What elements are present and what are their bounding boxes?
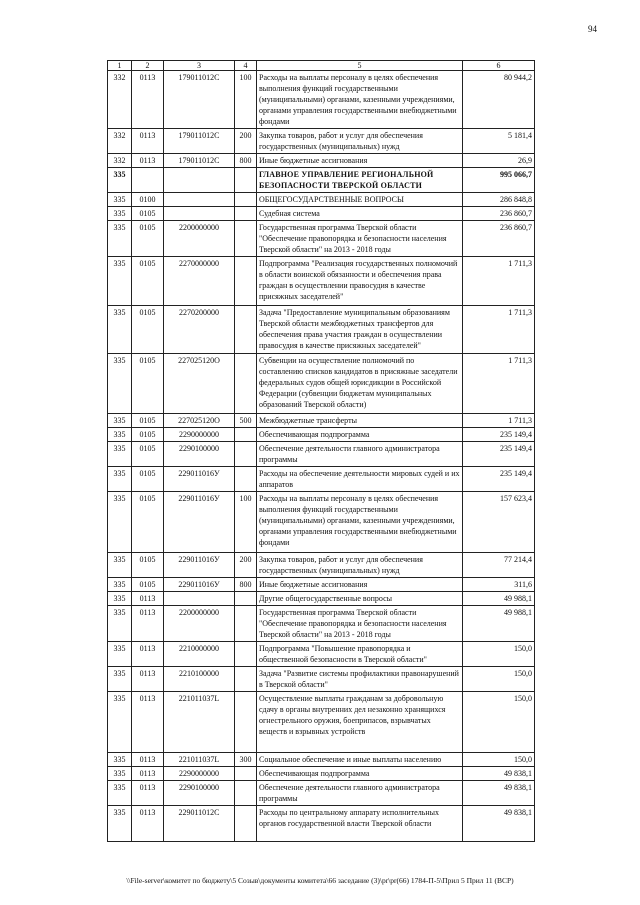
target-article-cell: 2290100000 — [164, 442, 235, 467]
header-cell: 2 — [132, 61, 164, 71]
amount-cell: 49 838,1 — [463, 781, 535, 806]
section-code-cell: 0113 — [132, 606, 164, 642]
amount-cell: 235 149,4 — [463, 467, 535, 492]
section-code-cell: 0105 — [132, 553, 164, 578]
expense-type-cell — [235, 667, 257, 692]
expense-type-cell — [235, 306, 257, 354]
target-article-cell: 179011012С — [164, 129, 235, 154]
description-cell: Социальное обеспечение и иные выплаты населению — [257, 753, 463, 767]
admin-code-cell: 332 — [108, 129, 132, 154]
expense-type-cell: 800 — [235, 154, 257, 168]
section-code-cell: 0105 — [132, 221, 164, 257]
header-cell: 3 — [164, 61, 235, 71]
target-article-cell — [164, 592, 235, 606]
table-row — [108, 642, 535, 667]
target-article-cell: 229011016У — [164, 492, 235, 553]
amount-cell: 157 623,4 — [463, 492, 535, 553]
table-row — [108, 667, 535, 692]
expense-type-cell — [235, 221, 257, 257]
section-code-cell: 0105 — [132, 306, 164, 354]
admin-code-cell: 335 — [108, 592, 132, 606]
table-row — [108, 592, 535, 606]
target-article-cell — [164, 193, 235, 207]
target-article-cell — [164, 168, 235, 193]
expense-type-cell — [235, 428, 257, 442]
amount-cell: 235 149,4 — [463, 442, 535, 467]
expense-type-cell — [235, 692, 257, 753]
admin-code-cell: 335 — [108, 767, 132, 781]
description-cell: Закупка товаров, работ и услуг для обеспечения государственных (муниципальных) нужд — [257, 553, 463, 578]
target-article-cell: 221011037L — [164, 753, 235, 767]
target-article-cell: 229011016У — [164, 467, 235, 492]
description-cell: Судебная система — [257, 207, 463, 221]
section-code-cell: 0113 — [132, 642, 164, 667]
section-code-cell: 0100 — [132, 193, 164, 207]
admin-code-cell: 335 — [108, 168, 132, 193]
description-cell: ОБЩЕГОСУДАРСТВЕННЫЕ ВОПРОСЫ — [257, 193, 463, 207]
table-row — [108, 154, 535, 168]
section-code-cell: 0105 — [132, 257, 164, 306]
table-row — [108, 306, 535, 354]
target-article-cell: 2200000000 — [164, 606, 235, 642]
amount-cell: 311,6 — [463, 578, 535, 592]
table-row — [108, 207, 535, 221]
table-row — [108, 442, 535, 467]
amount-cell: 1 711,3 — [463, 306, 535, 354]
description-cell: Обеспечивающая подпрограмма — [257, 428, 463, 442]
expense-type-cell: 200 — [235, 129, 257, 154]
description-cell: Обеспечение деятельности главного администратора программы — [257, 442, 463, 467]
amount-cell: 5 181,4 — [463, 129, 535, 154]
header-cell: 5 — [257, 61, 463, 71]
amount-cell: 49 838,1 — [463, 767, 535, 781]
amount-cell: 236 860,7 — [463, 207, 535, 221]
section-code-cell: 0113 — [132, 592, 164, 606]
description-cell: Государственная программа Тверской области "Обеспечение правопорядка и безопасности населения Тверской области" на 2013 - 2018 годы — [257, 606, 463, 642]
header-cell: 1 — [108, 61, 132, 71]
admin-code-cell: 335 — [108, 193, 132, 207]
file-path-footer: \\File-server\комитет по бюджету\5 Созыв\документы комитета\66 заседание (3)\pr\pr(66) 1784-П-5\Прил 5 Прил 11 (ВСР) — [126, 876, 514, 885]
amount-cell: 77 214,4 — [463, 553, 535, 578]
section-code-cell: 0105 — [132, 428, 164, 442]
table-row — [108, 606, 535, 642]
page-number: 94 — [588, 24, 597, 34]
expense-type-cell — [235, 767, 257, 781]
amount-cell: 49 838,1 — [463, 806, 535, 842]
description-cell: Подпрограмма "Повышение правопорядка и общественной безопасности в Тверской области" — [257, 642, 463, 667]
amount-cell: 150,0 — [463, 692, 535, 753]
table-row — [108, 129, 535, 154]
expense-type-cell — [235, 642, 257, 667]
target-article-cell: 229011016У — [164, 578, 235, 592]
target-article-cell: 227025120О — [164, 414, 235, 428]
section-code-cell: 0113 — [132, 767, 164, 781]
admin-code-cell: 335 — [108, 221, 132, 257]
table-row — [108, 221, 535, 257]
section-code-cell: 0113 — [132, 781, 164, 806]
target-article-cell: 2210100000 — [164, 667, 235, 692]
admin-code-cell: 335 — [108, 606, 132, 642]
expense-type-cell — [235, 257, 257, 306]
description-cell: Расходы по центральному аппарату исполнительных органов государственной власти Тверской области — [257, 806, 463, 842]
section-code-cell: 0113 — [132, 667, 164, 692]
description-cell: Межбюджетные трансферты — [257, 414, 463, 428]
admin-code-cell: 335 — [108, 442, 132, 467]
admin-code-cell: 335 — [108, 553, 132, 578]
description-cell: Задача "Предоставление муниципальным образованиям Тверской области межбюджетных трансфертов для обеспечения права участия граждан в осуществлении правосудия в качестве присяжных заседателей" — [257, 306, 463, 354]
admin-code-cell: 335 — [108, 467, 132, 492]
admin-code-cell: 335 — [108, 667, 132, 692]
expense-type-cell: 100 — [235, 492, 257, 553]
target-article-cell: 2200000000 — [164, 221, 235, 257]
amount-cell: 1 711,3 — [463, 354, 535, 414]
table-row — [108, 753, 535, 767]
amount-cell: 150,0 — [463, 753, 535, 767]
target-article-cell: 2290100000 — [164, 781, 235, 806]
section-code-cell: 0105 — [132, 354, 164, 414]
expense-type-cell — [235, 193, 257, 207]
section-code-cell: 0105 — [132, 578, 164, 592]
section-code-cell: 0105 — [132, 442, 164, 467]
description-cell: Закупка товаров, работ и услуг для обеспечения государственных (муниципальных) нужд — [257, 129, 463, 154]
table-row — [108, 781, 535, 806]
target-article-cell: 2290000000 — [164, 428, 235, 442]
table-row — [108, 692, 535, 753]
amount-cell: 150,0 — [463, 642, 535, 667]
section-code-cell — [132, 168, 164, 193]
section-code-cell: 0113 — [132, 753, 164, 767]
admin-code-cell: 335 — [108, 414, 132, 428]
amount-cell: 286 848,8 — [463, 193, 535, 207]
admin-code-cell: 335 — [108, 578, 132, 592]
table-row — [108, 168, 535, 193]
target-article-cell: 2270200000 — [164, 306, 235, 354]
expense-type-cell: 100 — [235, 71, 257, 129]
expense-type-cell: 500 — [235, 414, 257, 428]
description-cell: Обеспечение деятельности главного администратора программы — [257, 781, 463, 806]
expense-type-cell: 300 — [235, 753, 257, 767]
section-code-cell: 0113 — [132, 129, 164, 154]
description-cell: Обеспечивающая подпрограмма — [257, 767, 463, 781]
description-cell: Государственная программа Тверской области "Обеспечение правопорядка и безопасности населения Тверской области" на 2013 - 2018 годы — [257, 221, 463, 257]
table-row — [108, 354, 535, 414]
section-code-cell: 0113 — [132, 71, 164, 129]
amount-cell: 235 149,4 — [463, 428, 535, 442]
description-cell: ГЛАВНОЕ УПРАВЛЕНИЕ РЕГИОНАЛЬНОЙ БЕЗОПАСНОСТИ ТВЕРСКОЙ ОБЛАСТИ — [257, 168, 463, 193]
admin-code-cell: 332 — [108, 154, 132, 168]
expense-type-cell — [235, 592, 257, 606]
header-cell: 4 — [235, 61, 257, 71]
admin-code-cell: 335 — [108, 428, 132, 442]
amount-cell: 1 711,3 — [463, 257, 535, 306]
expense-type-cell — [235, 354, 257, 414]
table-row — [108, 806, 535, 842]
admin-code-cell: 335 — [108, 492, 132, 553]
section-code-cell: 0105 — [132, 492, 164, 553]
amount-cell: 150,0 — [463, 667, 535, 692]
target-article-cell: 179011012С — [164, 71, 235, 129]
amount-cell: 1 711,3 — [463, 414, 535, 428]
target-article-cell: 229011012С — [164, 806, 235, 842]
description-cell: Расходы на выплаты персоналу в целях обеспечения выполнения функций государственными (муниципальными) органами, казенными учреждениями, органами управления государственными внебюджетными фондами — [257, 492, 463, 553]
description-cell: Расходы на обеспечение деятельности мировых судей и их аппаратов — [257, 467, 463, 492]
amount-cell: 49 988,1 — [463, 606, 535, 642]
description-cell: Осуществление выплаты гражданам за добровольную сдачу в органы внутренних дел незаконно хранящихся огнестрельного оружия, боеприпасов, взрывчатых веществ и взрывных устройств — [257, 692, 463, 753]
target-article-cell: 227025120О — [164, 354, 235, 414]
section-code-cell: 0113 — [132, 154, 164, 168]
description-cell: Иные бюджетные ассигнования — [257, 578, 463, 592]
admin-code-cell: 335 — [108, 306, 132, 354]
amount-cell: 49 988,1 — [463, 592, 535, 606]
header-cell: 6 — [463, 61, 535, 71]
table-row — [108, 71, 535, 129]
table-row — [108, 553, 535, 578]
target-article-cell: 2270000000 — [164, 257, 235, 306]
expense-type-cell — [235, 606, 257, 642]
table-row — [108, 578, 535, 592]
target-article-cell: 2290000000 — [164, 767, 235, 781]
section-code-cell: 0105 — [132, 207, 164, 221]
expense-type-cell — [235, 806, 257, 842]
target-article-cell: 179011012С — [164, 154, 235, 168]
description-cell: Другие общегосударственные вопросы — [257, 592, 463, 606]
section-code-cell: 0105 — [132, 414, 164, 428]
admin-code-cell: 335 — [108, 642, 132, 667]
table-row — [108, 428, 535, 442]
expense-type-cell — [235, 168, 257, 193]
admin-code-cell: 335 — [108, 354, 132, 414]
section-code-cell: 0113 — [132, 806, 164, 842]
section-code-cell: 0113 — [132, 692, 164, 753]
description-cell: Иные бюджетные ассигнования — [257, 154, 463, 168]
admin-code-cell: 335 — [108, 781, 132, 806]
description-cell: Подпрограмма "Реализация государственных полномочий в области воинской обязанности и обеспечения права граждан в осуществлении правосудия в качестве присяжных заседателей" — [257, 257, 463, 306]
admin-code-cell: 335 — [108, 692, 132, 753]
target-article-cell: 229011016У — [164, 553, 235, 578]
expense-type-cell — [235, 442, 257, 467]
target-article-cell: 2210000000 — [164, 642, 235, 667]
table-row — [108, 414, 535, 428]
admin-code-cell: 335 — [108, 806, 132, 842]
admin-code-cell: 335 — [108, 207, 132, 221]
target-article-cell: 221011037L — [164, 692, 235, 753]
table-row — [108, 767, 535, 781]
target-article-cell — [164, 207, 235, 221]
expense-type-cell: 200 — [235, 553, 257, 578]
description-cell: Субвенции на осуществление полномочий по составлению списков кандидатов в присяжные заседатели федеральных судов общей юрисдикции в Российской Федерации (субвенции бюджетам муниципальных образований Тверской области) — [257, 354, 463, 414]
amount-cell: 236 860,7 — [463, 221, 535, 257]
table-row — [108, 257, 535, 306]
amount-cell: 80 944,2 — [463, 71, 535, 129]
table-row — [108, 193, 535, 207]
table-header-row — [108, 61, 535, 71]
description-cell: Расходы на выплаты персоналу в целях обеспечения выполнения функций государственными (муниципальными) органами, казенными учреждениями, органами управления государственными внебюджетными фондами — [257, 71, 463, 129]
section-code-cell: 0105 — [132, 467, 164, 492]
budget-table — [107, 60, 535, 842]
expense-type-cell — [235, 467, 257, 492]
expense-type-cell — [235, 207, 257, 221]
admin-code-cell: 335 — [108, 753, 132, 767]
admin-code-cell: 335 — [108, 257, 132, 306]
description-cell: Задача "Развитие системы профилактики правонарушений в Тверской области" — [257, 667, 463, 692]
table-row — [108, 492, 535, 553]
expense-type-cell — [235, 781, 257, 806]
table-row — [108, 467, 535, 492]
expense-type-cell: 800 — [235, 578, 257, 592]
admin-code-cell: 332 — [108, 71, 132, 129]
amount-cell: 26,9 — [463, 154, 535, 168]
amount-cell: 995 066,7 — [463, 168, 535, 193]
